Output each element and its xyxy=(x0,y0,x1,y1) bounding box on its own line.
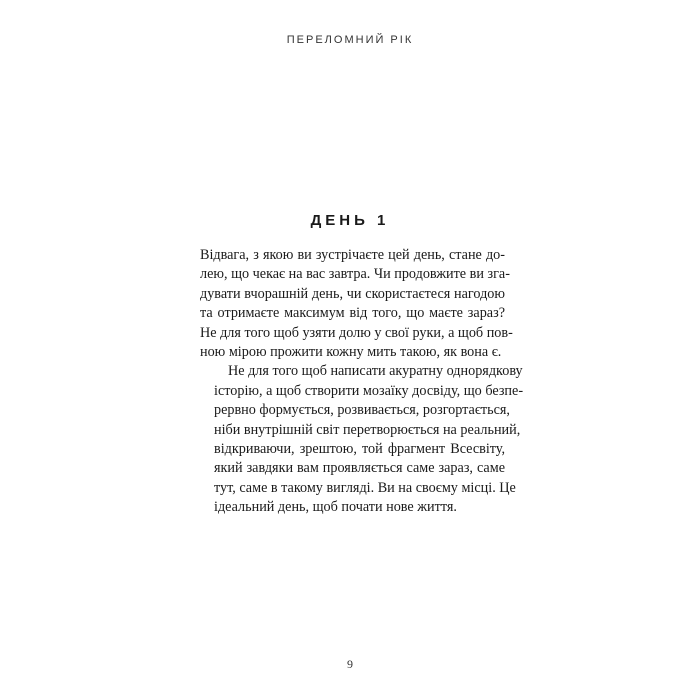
text-line: дувати вчорашній день, чи скористаєтеся нагодою xyxy=(200,285,505,302)
running-head: ПЕРЕЛОМНИЙ РІК xyxy=(286,34,414,46)
chapter-title: ДЕНЬ 1 xyxy=(310,212,390,229)
text-line: рервно формується, розвивається, розгортається, xyxy=(214,402,510,419)
text-line: Не для того щоб написати акуратну однорядкову xyxy=(228,363,523,380)
text-line: ідеальний день, щоб почати нове життя. xyxy=(214,499,457,516)
text-line: відкриваючи, зрештою, той фрагмент Всесвіту, xyxy=(214,441,505,458)
page-number: 9 xyxy=(347,657,353,671)
text-line: Не для того щоб узяти долю у свої руки, а щоб пов- xyxy=(200,324,513,341)
text-line: тут, саме в такому вигляді. Ви на своєму місці. Це xyxy=(214,479,516,496)
text-line: який завдяки вам проявляється саме зараз, саме xyxy=(214,460,505,477)
text-line: ніби внутрішній світ перетворюється на реальний, xyxy=(214,421,521,438)
text-line: історію, а щоб створити мозаїку досвіду, що безпе- xyxy=(214,382,524,399)
text-line: ною мірою прожити кожну мить такою, як вона є. xyxy=(200,344,502,361)
text-line: Відвага, з якою ви зустрічаєте цей день, стане до- xyxy=(200,247,505,263)
paragraph-1 xyxy=(200,246,513,362)
text-line: та отримаєте максимум від того, що маєте зараз? xyxy=(200,305,505,322)
text-line: лею, що чекає на вас завтра. Чи продовжите ви зга- xyxy=(200,266,510,283)
paragraph-2 xyxy=(200,362,524,517)
body-text xyxy=(200,246,524,518)
